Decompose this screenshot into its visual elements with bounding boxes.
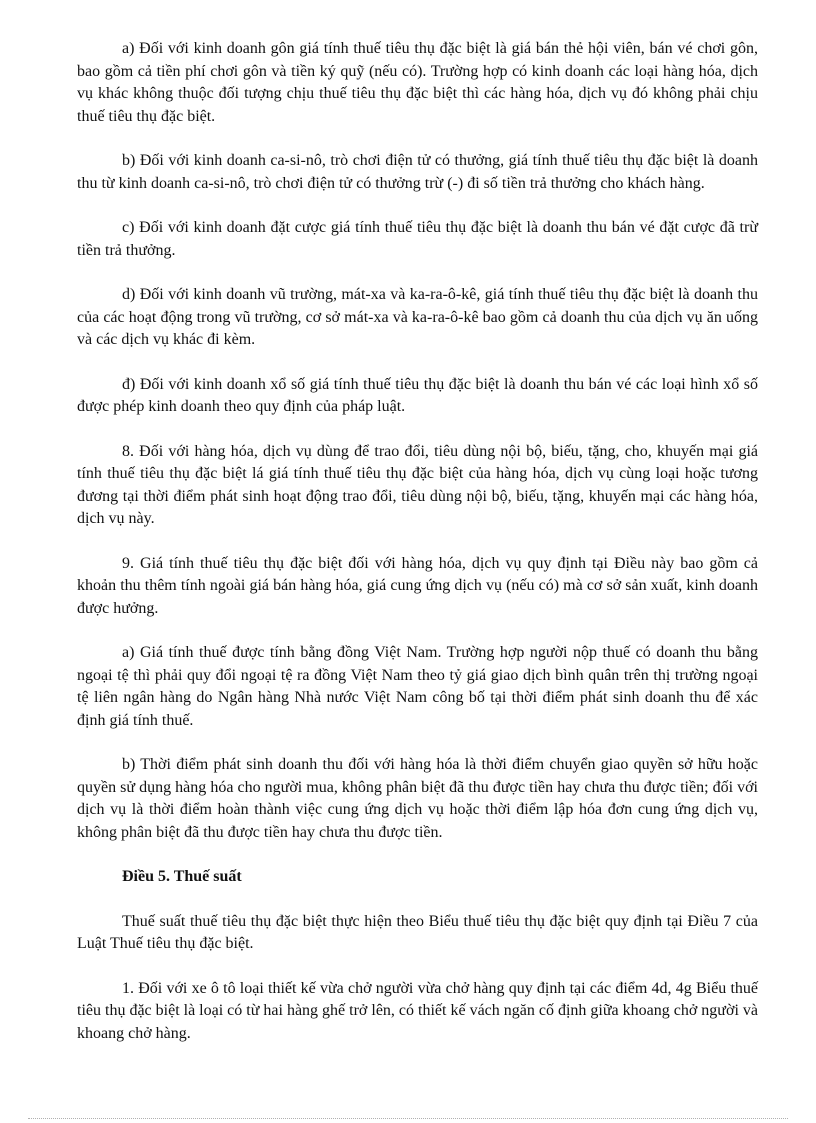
section-heading: Điều 5. Thuế suất — [122, 868, 242, 885]
paragraph-lottery: đ) Đối với kinh doanh xổ số giá tính thuế tiêu thụ đặc biệt là doanh thu bán vé các loại hình xổ số được phép kinh doanh theo quy định của pháp luật. — [77, 375, 758, 415]
paragraph-item-9: 9. Giá tính thuế tiêu thụ đặc biệt đối với hàng hóa, dịch vụ quy định tại Điều này bao gồm cả khoản thu thêm tính ngoài giá bán hàng hóa, giá cung ứng dịch vụ (nếu có) mà cơ sở sản xuất, kinh doanh được hưởng. — [77, 554, 758, 617]
paragraph-betting: c) Đối với kinh doanh đặt cược giá tính thuế tiêu thụ đặc biệt là doanh thu bán vé đặt cược đã trừ tiền trả thưởng. — [77, 219, 758, 259]
paragraph-karaoke: d) Đối với kinh doanh vũ trường, mát-xa và ka-ra-ô-kê, giá tính thuế tiêu thụ đặc biệt là doanh thu của các hoạt động trong vũ trường, cơ sở mát-xa và ka-ra-ô-kê bao gồm cả doanh thu của dịch vụ ăn uống và các dịch vụ khác đi kèm. — [77, 286, 758, 348]
paragraph-item-9b: b) Thời điểm phát sinh doanh thu đối với hàng hóa là thời điểm chuyển giao quyền sở hữu hoặc quyền sử dụng hàng hóa cho người mua, không phân biệt đã thu được tiền hay chưa thu được tiền; đối với dịch vụ là thời điểm hoàn thành việc cung ứng dịch vụ hoặc thời điểm lập hóa đơn cung ứng dịch vụ, không phân biệt đã thu được tiền hay chưa thu được tiền. — [77, 756, 758, 841]
paragraph-tax-rate-intro: Thuế suất thuế tiêu thụ đặc biệt thực hiện theo Biểu thuế tiêu thụ đặc biệt quy định tại Điều 7 của Luật Thuế tiêu thụ đặc biệt. — [77, 912, 758, 952]
paragraph-casino: b) Đối với kinh doanh ca-si-nô, trò chơi điện tử có thưởng, giá tính thuế tiêu thụ đặc biệt là doanh thu từ kinh doanh ca-si-nô, trò chơi điện tử có thưởng trừ (-) đi số tiền trả thưởng cho khách hàng. — [77, 152, 758, 192]
page-bottom-rule — [28, 1118, 788, 1119]
paragraph-tax-rate-item-1: 1. Đối với xe ô tô loại thiết kế vừa chở người vừa chở hàng quy định tại các điểm 4d, 4g Biểu thuế tiêu thụ đặc biệt là loại có từ hai hàng ghế trở lên, có thiết kế vách ngăn cố định giữa khoang chở người và khoang chở hàng. — [77, 979, 758, 1042]
paragraph-golf: a) Đối với kinh doanh gôn giá tính thuế tiêu thụ đặc biệt là giá bán thẻ hội viên, bán vé chơi gôn, bao gồm cả tiền phí chơi gôn và tiền ký quỹ (nếu có). Trường hợp có kinh doanh các loại hàng hóa, dịch vụ khác không thuộc đối tượng chịu thuế tiêu thụ đặc biệt thì các hàng hóa, dịch vụ đó không phải chịu thuế tiêu thụ đặc biệt. — [77, 40, 758, 125]
paragraph-item-9a: a) Giá tính thuế được tính bằng đồng Việt Nam. Trường hợp người nộp thuế có doanh thu bằng ngoại tệ thì phải quy đổi ngoại tệ ra đồng Việt Nam theo tỷ giá giao dịch bình quân trên thị trường ngoại tệ liên ngân hàng do Ngân hàng Nhà nước Việt Nam công bố tại thời điểm phát sinh doanh thu để xác định giá tính thuế. — [77, 644, 758, 729]
document-page — [77, 38, 758, 1067]
paragraph-item-8: 8. Đối với hàng hóa, dịch vụ dùng để trao đổi, tiêu dùng nội bộ, biếu, tặng, cho, khuyến mại giá tính thuế tiêu thụ đặc biệt lá giá tính thuế tiêu thụ đặc biệt của hàng hóa, dịch vụ cùng loại hoặc tương đương tại thời điểm phát sinh hoạt động trao đổi, tiêu dùng nội bộ, biếu, tặng, khuyến mại các hàng hóa, dịch vụ này. — [77, 442, 758, 527]
